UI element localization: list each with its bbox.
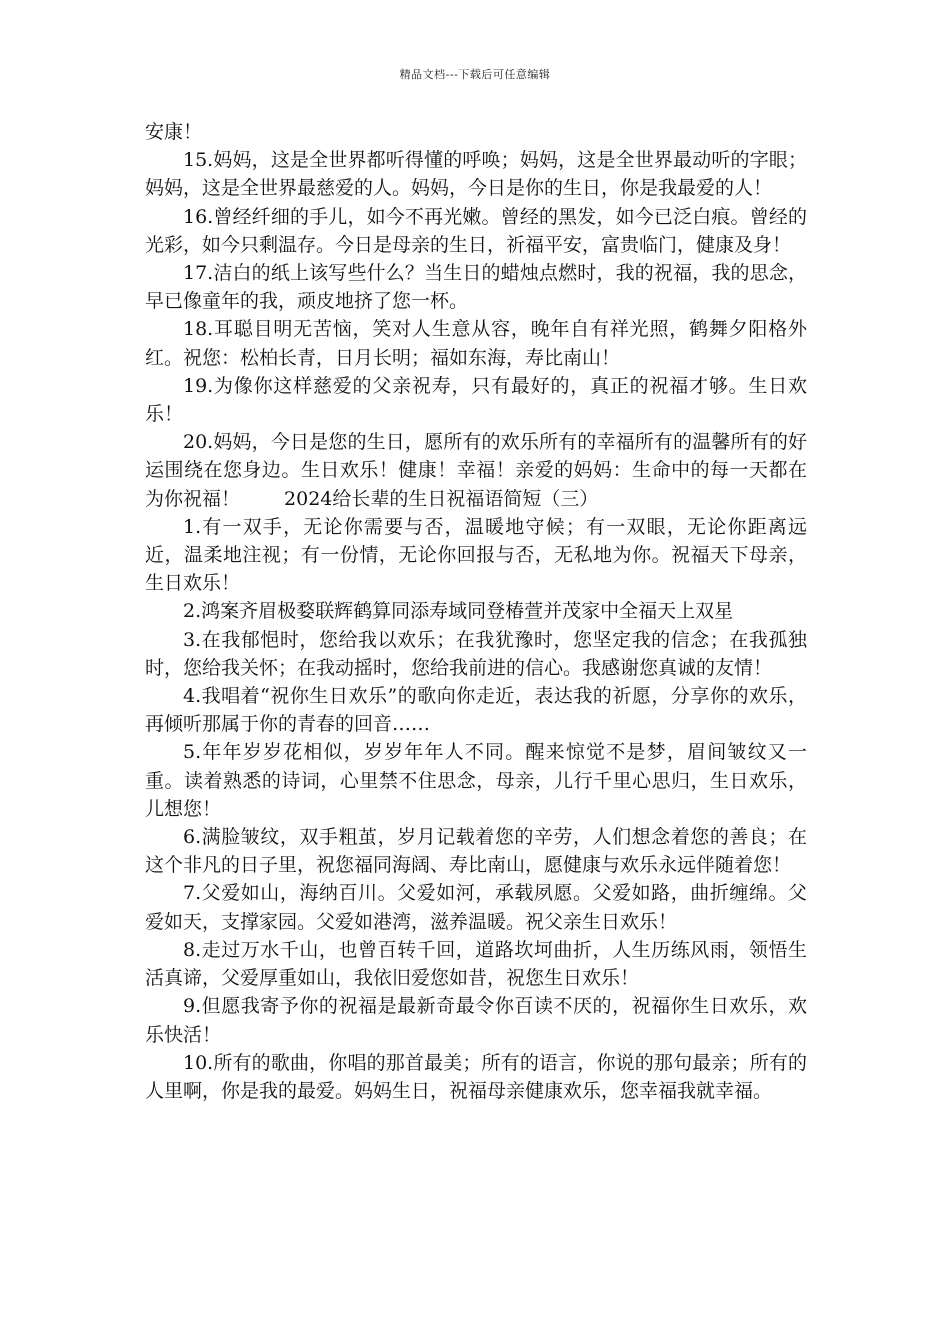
paragraph: 20.妈妈，今日是您的生日，愿所有的欢乐所有的幸福所有的温馨所有的好运围绕在您身边。生日欢乐！健康！幸福！亲爱的妈妈：生命中的每一天都在为你祝福！ 2024给长辈的生日祝福语简短（三）: [145, 431, 807, 510]
document-body: [145, 118, 807, 1105]
paragraph: 15.妈妈，这是全世界都听得懂的呼唤；妈妈，这是全世界最动听的字眼；妈妈，这是全世界最慈爱的人。妈妈，今日是你的生日，你是我最爱的人！: [145, 149, 807, 200]
paragraph: 18.耳聪目明无苦恼，笑对人生意从容，晚年自有祥光照，鹤舞夕阳格外红。祝您：松柏长青，日月长明；福如东海，寿比南山！: [145, 318, 807, 369]
paragraph: 5.年年岁岁花相似，岁岁年年人不同。醒来惊觉不是梦，眉间皱纹又一重。读着熟悉的诗词，心里禁不住思念，母亲，儿行千里心思归，生日欢乐，儿想您！: [145, 741, 807, 820]
paragraph: 4.我唱着“祝你生日欢乐”的歌向你走近，表达我的祈愿，分享你的欢乐，再倾听那属于你的青春的回音……: [145, 685, 807, 736]
paragraph: 16.曾经纤细的手儿，如今不再光嫩。曾经的黑发，如今已泛白痕。曾经的光彩，如今只剩温存。今日是母亲的生日，祈福平安，富贵临门，健康及身！: [145, 205, 807, 256]
page-header: 精品文档---下载后可任意编辑: [399, 68, 551, 81]
paragraph: 1.有一双手，无论你需要与否，温暖地守候；有一双眼，无论你距离远近，温柔地注视；有一份情，无论你回报与否，无私地为你。祝福天下母亲，生日欢乐！: [145, 515, 807, 595]
paragraph: 10.所有的歌曲，你唱的那首最美；所有的语言，你说的那句最亲；所有的人里啊，你是我的最爱。妈妈生日，祝福母亲健康欢乐，您幸福我就幸福。: [145, 1051, 807, 1102]
paragraph: 17.洁白的纸上该写些什么？当生日的蜡烛点燃时，我的祝福，我的思念，早已像童年的我，顽皮地挤了您一杯。: [145, 262, 807, 313]
paragraph: 19.为像你这样慈爱的父亲祝寿，只有最好的，真正的祝福才够。生日欢乐！: [145, 374, 807, 426]
paragraph: 3.在我郁悒时，您给我以欢乐；在我犹豫时，您坚定我的信念；在我孤独时，您给我关怀；在我动摇时，您给我前进的信心。我感谢您真诚的友情！: [145, 628, 807, 679]
paragraph: 6.满脸皱纹，双手粗茧，岁月记载着您的辛劳，人们想念着您的善良；在这个非凡的日子里，祝您福同海阔、寿比南山，愿健康与欢乐永远伴随着您！: [145, 826, 807, 877]
paragraph: 2.鸿案齐眉极婺联辉鹤算同添寿域同登椿萱并茂家中全福天上双星: [183, 600, 734, 623]
paragraph: 9.但愿我寄予你的祝福是最新奇最令你百读不厌的，祝福你生日欢乐，欢乐快活！: [145, 995, 807, 1046]
paragraph: 8.走过万水千山，也曾百转千回，道路坎坷曲折，人生历练风雨，领悟生活真谛，父爱厚重如山，我依旧爱您如昔，祝您生日欢乐！: [145, 938, 807, 990]
paragraph: 安康！: [145, 121, 203, 143]
paragraph: 7.父爱如山，海纳百川。父爱如河，承载夙愿。父爱如路，曲折缠绵。父爱如天，支撑家园。父爱如港湾，滋养温暖。祝父亲生日欢乐！: [145, 882, 807, 933]
